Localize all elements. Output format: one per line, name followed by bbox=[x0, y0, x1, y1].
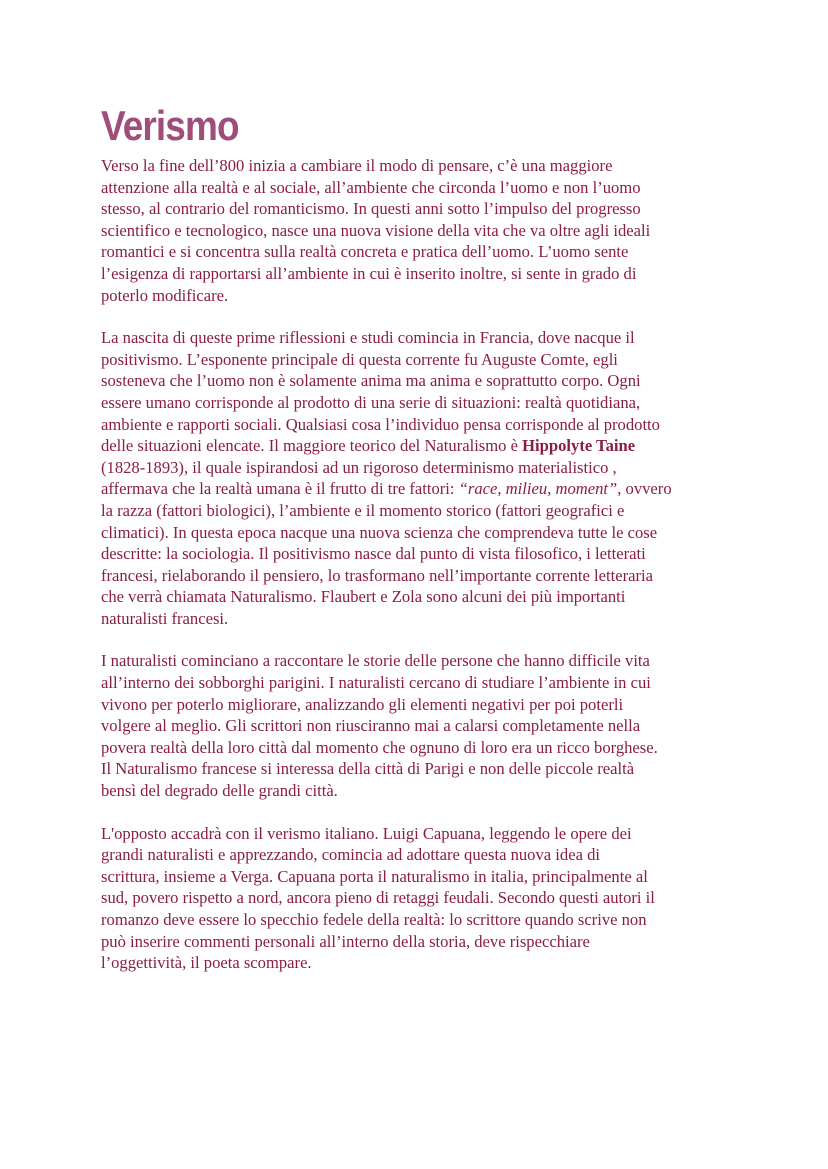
text-line: attenzione alla realtà e al sociale, all’ambiente che circonda l’uomo e non l’uomo bbox=[101, 177, 641, 197]
text-line: scrittura, insieme a Verga. Capuana porta il naturalismo in italia, principalmente al bbox=[101, 866, 648, 886]
document-title: Verismo bbox=[101, 102, 239, 149]
text-line: Il Naturalismo francese si interessa della città di Parigi e non delle piccole realtà bbox=[101, 759, 635, 779]
text-line: naturalisti francesi. bbox=[101, 608, 229, 628]
text-line: che verrà chiamata Naturalismo. Flaubert e Zola sono alcuni dei più importanti bbox=[101, 587, 626, 607]
text-line: povera realtà della loro città dal momento che ognuno di loro era un ricco borghese. bbox=[101, 737, 658, 757]
text-line: essere umano corrisponde al prodotto di una serie di situazioni: realtà quotidiana, bbox=[101, 392, 641, 412]
text-line: descritte: la sociologia. Il positivismo nasce dal punto di vista filosofico, i letterati bbox=[101, 544, 646, 564]
text-line: volgere al meglio. Gli scrittori non riusciranno mai a calarsi completamente nella bbox=[101, 716, 641, 736]
italic-quote: “race, milieu, moment” bbox=[458, 479, 618, 499]
text-line: I naturalisti cominciano a raccontare le storie delle persone che hanno difficile vita bbox=[101, 651, 650, 671]
text-line: scientifico e tecnologico, nasce una nuova visione della vita che va oltre agli ideali bbox=[101, 220, 651, 240]
text-line: romantici e si concentra sulla realtà concreta e pratica dell’uomo. L’uomo sente bbox=[101, 242, 629, 262]
text-line: L'opposto accadrà con il verismo italiano. Luigi Capuana, leggendo le opere dei bbox=[101, 823, 632, 843]
paragraph-verismo-italiano bbox=[101, 823, 741, 974]
text-line: può inserire commenti personali all’interno della storia, deve rispecchiare bbox=[101, 931, 590, 951]
text-line: Verso la fine dell’800 inizia a cambiare il modo di pensare, c’è una maggiore bbox=[101, 156, 613, 175]
paragraph-naturalisti bbox=[101, 650, 741, 801]
text-line: romanzo deve essere lo specchio fedele della realtà: lo scrittore quando scrive non bbox=[101, 910, 647, 929]
paragraph-positivismo bbox=[101, 327, 741, 629]
text-line: La nascita di queste prime riflessioni e studi comincia in Francia, dove nacque il bbox=[101, 328, 635, 348]
text-line: grandi naturalisti e apprezzando, comincia ad adottare questa nuova idea di bbox=[101, 845, 600, 865]
text-line: climatici). In questa epoca nacque una nuova scienza che comprendeva tutte le cose bbox=[101, 522, 658, 542]
bold-name: Hippolyte Taine bbox=[522, 436, 636, 456]
text-line: all’interno dei sobborghi parigini. I naturalisti cercano di studiare l’ambiente in cui bbox=[101, 673, 651, 693]
text-line: (1828-1893), il quale ispirandosi ad un rigoroso determinismo materialistico , bbox=[101, 457, 617, 477]
text-line: positivismo. L’esponente principale di questa corrente fu Auguste Comte, egli bbox=[101, 349, 618, 369]
text-line: sosteneva che l’uomo non è solamente anima ma anima e soprattutto corpo. Ogni bbox=[101, 371, 641, 391]
document-content bbox=[101, 100, 741, 995]
text-run: affermava che la realtà umana è il frutto di tre fattori: bbox=[101, 479, 459, 499]
text-line bbox=[101, 435, 741, 457]
text-line: vivono per poterlo migliorare, analizzando gli elementi negativi per poi poterli bbox=[101, 694, 624, 714]
paragraph-intro bbox=[101, 155, 741, 306]
text-line: l’oggettività, il poeta scompare. bbox=[101, 953, 312, 973]
text-line: bensì del degrado delle grandi città. bbox=[101, 781, 338, 801]
text-run: delle situazioni elencate. Il maggiore teorico del Naturalismo è bbox=[101, 436, 523, 456]
text-line: poterlo modificare. bbox=[101, 285, 229, 305]
text-line: stesso, al contrario del romanticismo. In questi anni sotto l’impulso del progresso bbox=[101, 199, 641, 219]
text-line bbox=[101, 478, 741, 500]
text-line: sud, povero rispetto a nord, ancora pieno di retaggi feudali. Secondo questi autori il bbox=[101, 888, 655, 908]
text-line: francesi, rielaborando il pensiero, lo trasformano nell’importante corrente letteraria bbox=[101, 565, 653, 585]
text-line: l’esigenza di rapportarsi all’ambiente in cui è inserito inoltre, si sente in grado di bbox=[101, 263, 637, 283]
text-run: , ovvero bbox=[617, 479, 672, 499]
text-line: ambiente e rapporti sociali. Qualsiasi cosa l’individuo pensa corrisponde al prodotto bbox=[101, 414, 660, 434]
text-line: la razza (fattori biologici), l’ambiente e il momento storico (fattori geografici e bbox=[101, 500, 625, 520]
